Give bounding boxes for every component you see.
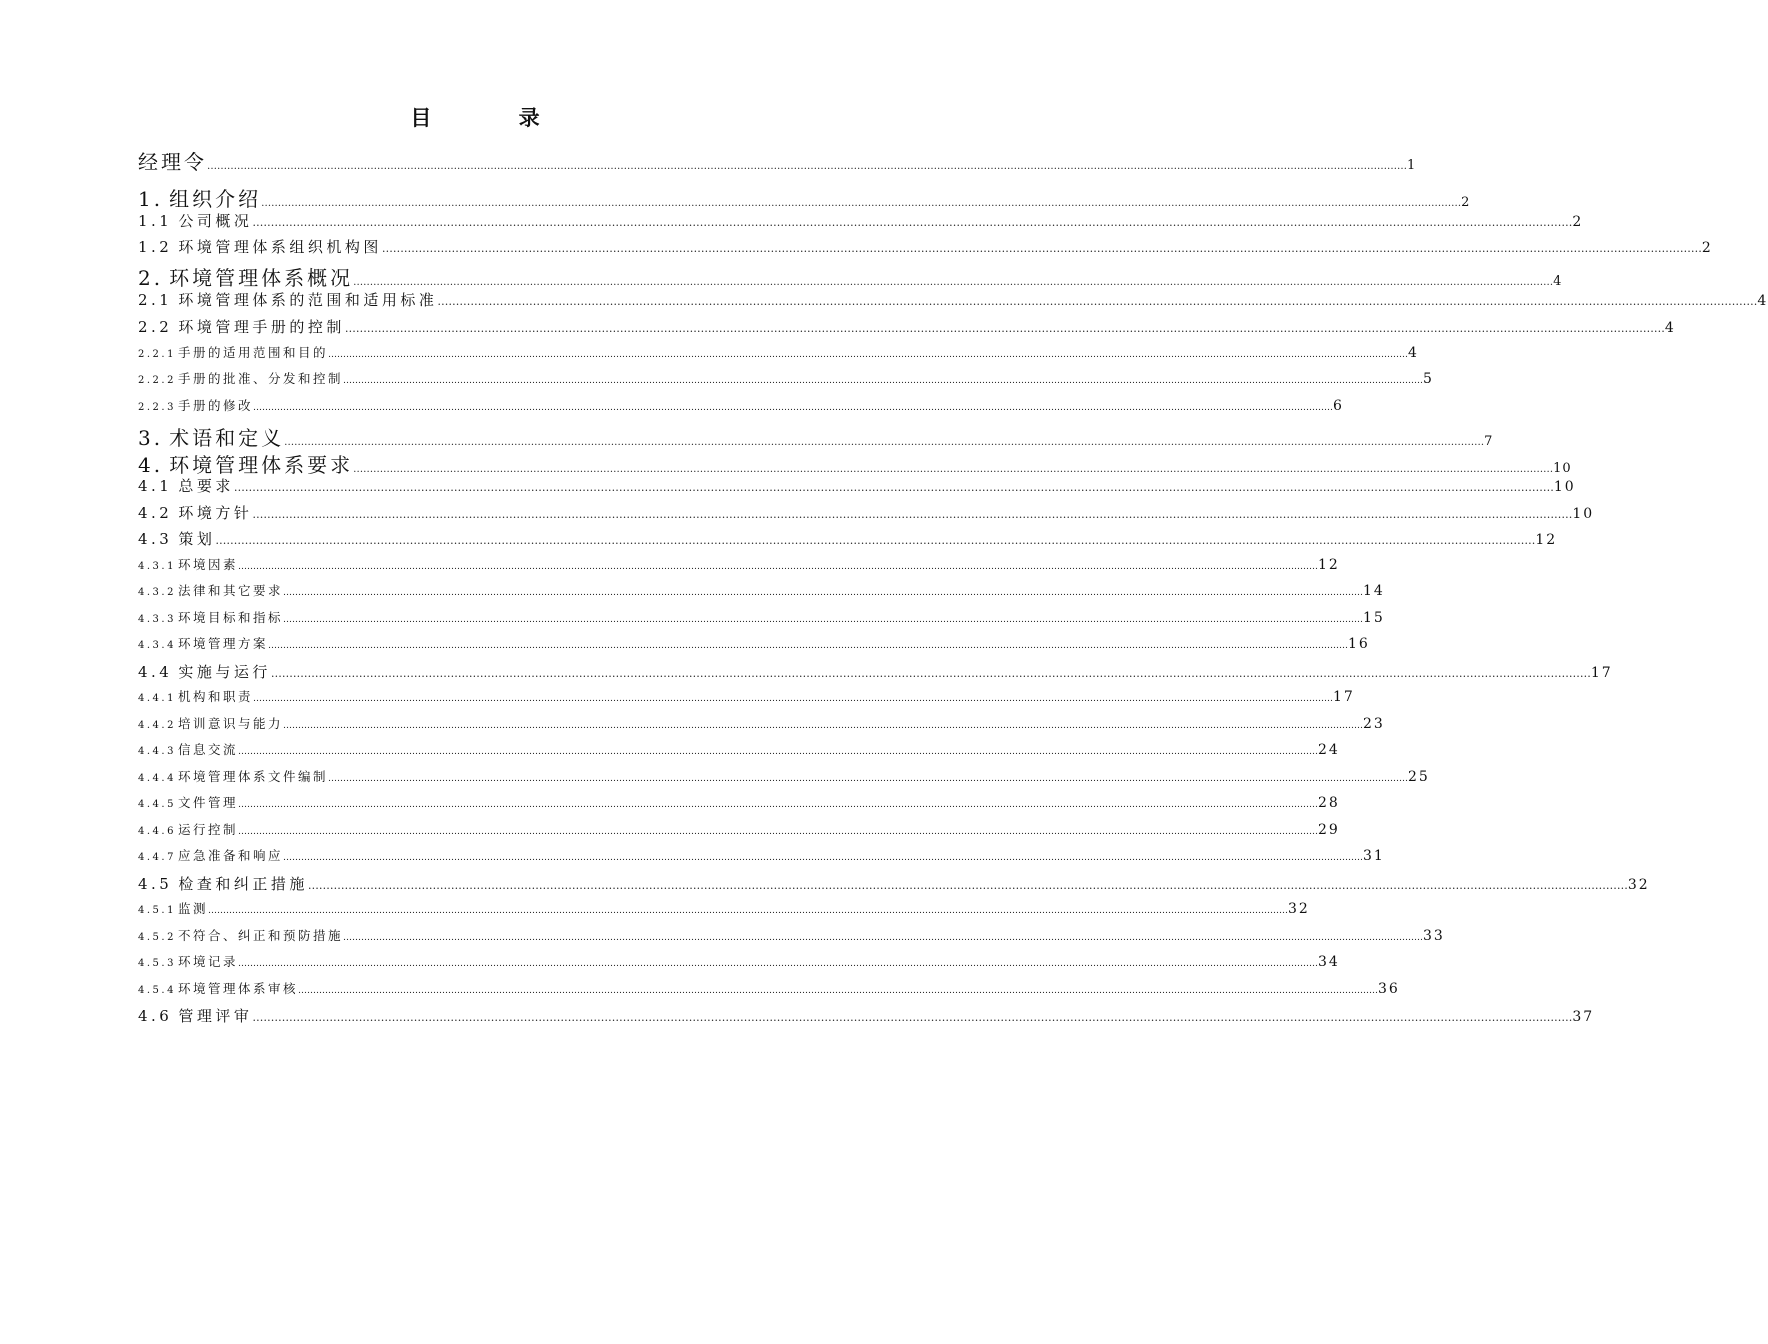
toc-leader-dots: ……………………………………………………………………………………………………………………………………………………………………………………………………………………………………………………………………………………………………………………………… (237, 827, 1318, 837)
toc-entry-page-number: 2 (1461, 195, 1471, 210)
toc-entry-number: 4.4.4 (138, 773, 176, 784)
toc-leader-dots: ……………………………………………………………………………………………………………………………………………………………………………………………………………………………………………………………………………………………………………………………… (252, 508, 1573, 521)
toc-entry-number: 4.2 (138, 504, 173, 522)
toc-entry-number: 2.2 (138, 318, 173, 336)
toc-entry-number: 3. (138, 426, 164, 450)
toc-entry-number: 2.2.3 (138, 402, 176, 413)
toc-entry-number: 4.5.1 (138, 905, 176, 916)
toc-entry-title: 环境管理体系审核 (177, 981, 298, 996)
toc-entry-page-number: 36 (1377, 981, 1400, 997)
toc-entry-page-number: 17 (1332, 689, 1355, 705)
toc-entry-number: 1. (138, 187, 164, 211)
toc-entry-title: 经理令 (138, 150, 207, 174)
toc-entry[interactable] (138, 369, 1434, 389)
toc-entry[interactable] (138, 926, 1445, 946)
toc-entry[interactable] (138, 873, 1650, 895)
toc-leader-dots: ……………………………………………………………………………………………………………………………………………………………………………………………………………………………………………………………………………………………………………………………… (237, 562, 1318, 572)
toc-entry[interactable] (138, 146, 1417, 174)
toc-entry-page-number: 5 (1422, 371, 1434, 387)
toc-entry-page-number: 1 (1407, 158, 1417, 173)
toc-leader-dots: ……………………………………………………………………………………………………………………………………………………………………………………………………………………………………………………………………………………………………………………………… (342, 376, 1423, 386)
toc-entry-page-number: 24 (1317, 742, 1340, 758)
toc-entry-title: 环境管理体系文件编制 (177, 769, 328, 784)
toc-entry[interactable] (138, 979, 1400, 999)
toc-entry-page-number: 17 (1590, 665, 1613, 681)
toc-entry-title: 法律和其它要求 (177, 583, 283, 598)
toc-entry-page-number: 4 (1553, 274, 1563, 289)
toc-entry-title: 应急准备和响应 (177, 848, 283, 863)
toc-entry-page-number: 14 (1362, 583, 1385, 599)
toc-entry-page-number: 2 (1572, 214, 1584, 230)
toc-entry-page-number: 15 (1362, 610, 1385, 626)
toc-entry-title: 监测 (177, 901, 208, 916)
toc-entry-title: 培训意识与能力 (177, 716, 283, 731)
toc-entry-page-number: 32 (1627, 877, 1650, 893)
toc-entry-number: 2.2.2 (138, 375, 176, 386)
toc-entry-title: 管理评审 (178, 1007, 253, 1025)
toc-entry-number: 4.1 (138, 477, 173, 495)
toc-entry-page-number: 12 (1317, 557, 1340, 573)
toc-leader-dots: ……………………………………………………………………………………………………………………………………………………………………………………………………………………………………………………………………………………………………………………………… (353, 277, 1554, 288)
toc-leader-dots: ……………………………………………………………………………………………………………………………………………………………………………………………………………………………………………………………………………………………………………………………… (282, 615, 1363, 625)
toc-entry-title: 环境目标和指标 (177, 610, 283, 625)
toc-entry[interactable] (138, 687, 1355, 707)
toc-entry-title: 环境管理体系的范围和适用标准 (178, 291, 438, 309)
toc-leader-dots: ……………………………………………………………………………………………………………………………………………………………………………………………………………………………………………………………………………………………………………………………… (252, 1011, 1573, 1024)
toc-entry-page-number: 10 (1553, 461, 1572, 476)
toc-entry-title: 环境方针 (178, 504, 253, 522)
toc-entry-page-number: 4 (1407, 345, 1419, 361)
toc-entry-number: 4.3.3 (138, 614, 176, 625)
toc-entry-number: 4.3 (138, 530, 173, 548)
toc-entry-page-number: 29 (1317, 822, 1340, 838)
toc-entry-page-number: 32 (1287, 901, 1310, 917)
toc-entry-title: 信息交流 (177, 742, 238, 757)
toc-entry-number: 4.5.3 (138, 958, 176, 969)
toc-entry-number: 4.4.1 (138, 693, 176, 704)
toc-leader-dots: ……………………………………………………………………………………………………………………………………………………………………………………………………………………………………………………………………………………………………………………………… (327, 774, 1408, 784)
toc-entry[interactable] (138, 475, 1576, 497)
toc-entry-page-number: 2 (1701, 240, 1713, 256)
toc-entry-page-number: 25 (1407, 769, 1430, 785)
toc-leader-dots: ……………………………………………………………………………………………………………………………………………………………………………………………………………………………………………………………………………………………………………………………… (344, 322, 1665, 335)
toc-entry-number: 1.2 (138, 238, 173, 256)
toc-entry-page-number: 28 (1317, 795, 1340, 811)
toc-entry-number: 4.4.3 (138, 746, 176, 757)
toc-entry-page-number: 16 (1347, 636, 1370, 652)
toc-entry-page-number: 34 (1317, 954, 1340, 970)
toc-entry-page-number: 10 (1572, 506, 1595, 522)
toc-entry-number: 4.3.2 (138, 587, 176, 598)
toc-leader-dots: ……………………………………………………………………………………………………………………………………………………………………………………………………………………………………………………………………………………………………………………………… (353, 464, 1554, 475)
toc-entry[interactable] (138, 396, 1344, 416)
toc-leader-dots: ……………………………………………………………………………………………………………………………………………………………………………………………………………………………………………………………………………………………………………………………… (267, 641, 1348, 651)
toc-entry[interactable] (138, 449, 1572, 477)
toc-entry-title: 文件管理 (177, 795, 238, 810)
toc-entry[interactable] (138, 793, 1340, 813)
toc-entry-number: 4.5.4 (138, 985, 176, 996)
toc-entry-number: 4.5.2 (138, 932, 176, 943)
toc-entry[interactable] (138, 767, 1430, 787)
toc-entry[interactable] (138, 581, 1385, 601)
toc-leader-dots: ……………………………………………………………………………………………………………………………………………………………………………………………………………………………………………………………………………………………………………………………… (261, 198, 1462, 209)
toc-entry-title: 公司概况 (178, 212, 253, 230)
toc-entry[interactable] (138, 846, 1385, 866)
toc-leader-dots: ……………………………………………………………………………………………………………………………………………………………………………………………………………………………………………………………………………………………………………………………… (237, 800, 1318, 810)
toc-leader-dots: ……………………………………………………………………………………………………………………………………………………………………………………………………………………………………………………………………………………………………………………………… (237, 959, 1318, 969)
toc-entry-title: 环境管理手册的控制 (178, 318, 345, 336)
toc-leader-dots: ……………………………………………………………………………………………………………………………………………………………………………………………………………………………………………………………………………………………………………………………… (252, 403, 1333, 413)
toc-leader-dots: ……………………………………………………………………………………………………………………………………………………………………………………………………………………………………………………………………………………………………………………………… (297, 986, 1378, 996)
toc-entry-number: 4.5 (138, 875, 173, 893)
toc-entry-number: 4.4 (138, 663, 173, 681)
toc-entry[interactable] (138, 289, 1768, 311)
toc-entry[interactable] (138, 262, 1563, 290)
toc-leader-dots: ……………………………………………………………………………………………………………………………………………………………………………………………………………………………………………………………………………………………………………………………… (270, 667, 1591, 680)
toc-entry-title: 环境管理体系要求 (169, 453, 354, 477)
toc-entry[interactable] (138, 502, 1595, 524)
toc-leader-dots: ……………………………………………………………………………………………………………………………………………………………………………………………………………………………………………………………………………………………………………………………… (252, 694, 1333, 704)
toc-entry-page-number: 10 (1553, 479, 1576, 495)
toc-entry-title: 环境因素 (177, 557, 238, 572)
toc-entry-number: 4.4.2 (138, 720, 176, 731)
toc-entry-title: 策划 (178, 530, 216, 548)
toc-leader-dots: ……………………………………………………………………………………………………………………………………………………………………………………………………………………………………………………………………………………………………………………………… (381, 242, 1702, 255)
toc-entry-number: 1.1 (138, 212, 173, 230)
toc-entry-title: 运行控制 (177, 822, 238, 837)
toc-entry[interactable] (138, 343, 1419, 363)
toc-entry[interactable] (138, 236, 1713, 258)
toc-entry-page-number: 31 (1362, 848, 1385, 864)
toc-leader-dots: ……………………………………………………………………………………………………………………………………………………………………………………………………………………………………………………………………………………………………………………………… (284, 437, 1485, 448)
toc-entry-number: 2.1 (138, 291, 173, 309)
toc-leader-dots: ……………………………………………………………………………………………………………………………………………………………………………………………………………………………………………………………………………………………………………………………… (237, 747, 1318, 757)
toc-leader-dots: ……………………………………………………………………………………………………………………………………………………………………………………………………………………………………………………………………………………………………………………………… (207, 161, 1407, 172)
toc-entry-page-number: 4 (1757, 293, 1768, 309)
toc-entry-title: 手册的适用范围和目的 (177, 345, 328, 360)
toc-entry-number: 4. (138, 453, 164, 477)
toc-leader-dots: ……………………………………………………………………………………………………………………………………………………………………………………………………………………………………………………………………………………………………………………………… (282, 853, 1363, 863)
toc-entry-title: 手册的修改 (177, 398, 253, 413)
toc-entry-title: 不符合、纠正和预防措施 (177, 928, 343, 943)
toc-entry-page-number: 4 (1664, 320, 1676, 336)
toc-entry-title: 组织介绍 (169, 187, 262, 211)
toc-entry-title: 环境记录 (177, 954, 238, 969)
toc-entry-page-number: 12 (1535, 532, 1558, 548)
toc-entry-page-number: 7 (1484, 434, 1494, 449)
toc-entry-number: 2. (138, 266, 164, 290)
toc-entry-number: 4.4.7 (138, 852, 176, 863)
toc-entry-title: 总要求 (178, 477, 234, 495)
toc-entry-title: 检查和纠正措施 (178, 875, 308, 893)
toc-entry[interactable] (138, 634, 1370, 654)
toc-leader-dots: ……………………………………………………………………………………………………………………………………………………………………………………………………………………………………………………………………………………………………………………………… (207, 906, 1288, 916)
toc-leader-dots: ……………………………………………………………………………………………………………………………………………………………………………………………………………………………………………………………………………………………………………………………… (282, 588, 1363, 598)
toc-entry-number: 4.4.6 (138, 826, 176, 837)
toc-leader-dots: ……………………………………………………………………………………………………………………………………………………………………………………………………………………………………………………………………………………………………………………………… (307, 879, 1628, 892)
toc-entry[interactable] (138, 740, 1340, 760)
toc-leader-dots: ……………………………………………………………………………………………………………………………………………………………………………………………………………………………………………………………………………………………………………………………… (233, 481, 1554, 494)
toc-entry-number: 4.3.4 (138, 640, 176, 651)
toc-entry[interactable] (138, 608, 1385, 628)
toc-entry[interactable] (138, 952, 1340, 972)
toc-leader-dots: ……………………………………………………………………………………………………………………………………………………………………………………………………………………………………………………………………………………………………………………………… (282, 721, 1363, 731)
toc-entry[interactable] (138, 528, 1558, 550)
toc-entry[interactable] (138, 899, 1310, 919)
toc-entry-title: 环境管理体系组织机构图 (178, 238, 382, 256)
toc-entry-page-number: 6 (1332, 398, 1344, 414)
toc-entry-title: 机构和职责 (177, 689, 253, 704)
toc-leader-dots: ……………………………………………………………………………………………………………………………………………………………………………………………………………………………………………………………………………………………………………………………… (342, 933, 1423, 943)
toc-leader-dots: ……………………………………………………………………………………………………………………………………………………………………………………………………………………………………………………………………………………………………………………………… (327, 350, 1408, 360)
toc-entry-number: 2.2.1 (138, 349, 176, 360)
toc-entry[interactable] (138, 555, 1340, 575)
toc-leader-dots: ……………………………………………………………………………………………………………………………………………………………………………………………………………………………………………………………………………………………………………………………… (437, 295, 1758, 308)
toc-entry[interactable] (138, 661, 1613, 683)
toc-entry-number: 4.6 (138, 1007, 173, 1025)
page-title: 目 录 (410, 105, 580, 130)
toc-entry-title: 术语和定义 (169, 426, 285, 450)
toc-entry[interactable] (138, 820, 1340, 840)
toc-entry[interactable] (138, 714, 1385, 734)
toc-entry[interactable] (138, 422, 1494, 450)
toc-entry-title: 实施与运行 (178, 663, 271, 681)
toc-entry[interactable] (138, 316, 1676, 338)
toc-entry-title: 环境管理方案 (177, 636, 268, 651)
toc-entry-number: 4.3.1 (138, 561, 176, 572)
toc-leader-dots: ……………………………………………………………………………………………………………………………………………………………………………………………………………………………………………………………………………………………………………………………… (252, 216, 1573, 229)
toc-entry-page-number: 33 (1422, 928, 1445, 944)
toc-entry-title: 环境管理体系概况 (169, 266, 354, 290)
toc-entry[interactable] (138, 183, 1471, 211)
toc-entry-page-number: 37 (1572, 1009, 1595, 1025)
toc-entry[interactable] (138, 1005, 1595, 1027)
toc-leader-dots: ……………………………………………………………………………………………………………………………………………………………………………………………………………………………………………………………………………………………………………………………… (215, 534, 1536, 547)
toc-entry-page-number: 23 (1362, 716, 1385, 732)
toc-entry[interactable] (138, 210, 1584, 232)
toc-entry-title: 手册的批准、分发和控制 (177, 371, 343, 386)
toc-entry-number: 4.4.5 (138, 799, 176, 810)
